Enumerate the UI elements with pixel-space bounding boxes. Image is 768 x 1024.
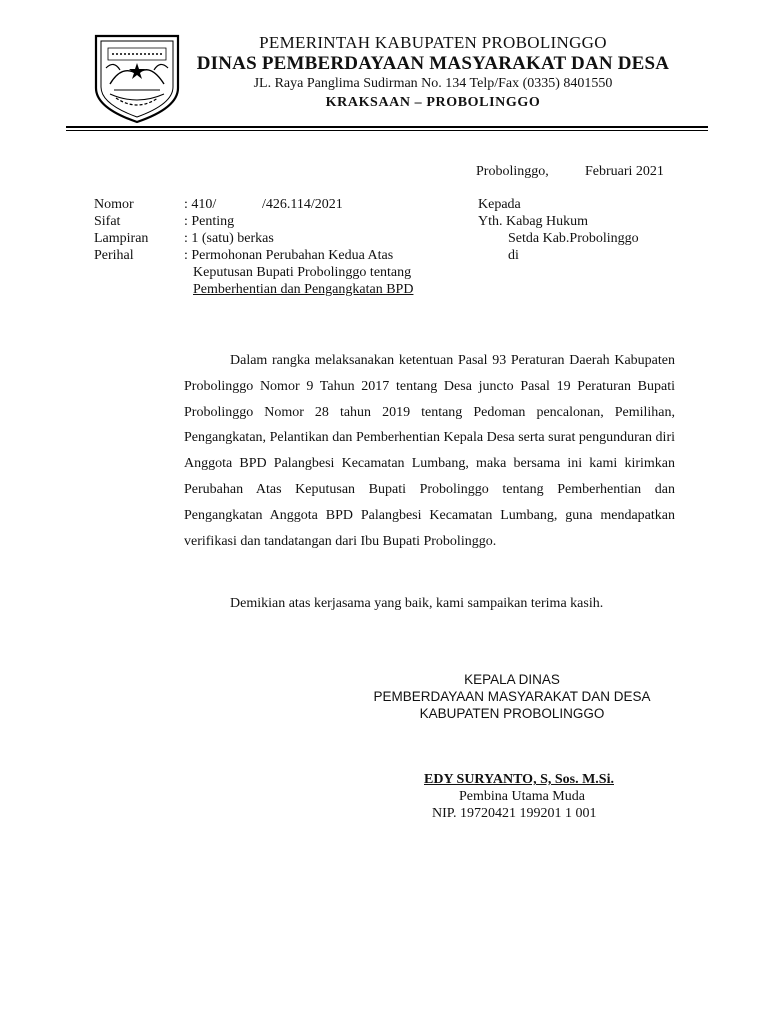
letterhead-office: DINAS PEMBERDAYAAN MASYARAKAT DAN DESA <box>196 53 670 74</box>
body-paragraph: Dalam rangka melaksanakan ketentuan Pasal 93 Peraturan Daerah Kabupaten Probolinggo Nomor 9 Tahun 2017 tentang Desa juncto Pasal 19 Peraturan Bupati Probolinggo Nomor 28 tahun 2019 tentang Pedoman pencalonan, Pemilihan, Pengangkatan, Pelantikan dan Pemberhentian Kepala Desa serta surat pengunduran diri Anggota BPD Palangbesi Kecamatan Lumbang, maka bersama ini kami kirimkan Perubahan Atas Keputusan Bupati Probolinggo tentang Pemberhentian dan Pengangkatan Anggota BPD Palangbesi Kecamatan Lumbang, guna mendapatkan verifikasi dan tandatangan dari Ibu Bupati Probolinggo. <box>184 353 675 549</box>
sifat-label: Sifat <box>94 214 121 229</box>
recipient-office: Setda Kab.Probolinggo <box>508 231 639 246</box>
recipient-kepada: Kepada <box>478 197 521 212</box>
letterhead-address: JL. Raya Panglima Sudirman No. 134 Telp/Fax (0335) 8401550 <box>253 76 613 91</box>
letterhead-rule-thin <box>66 130 708 131</box>
signature-title-1: KEPALA DINAS <box>464 672 560 687</box>
nomor-value-suffix: /426.114/2021 <box>262 197 343 212</box>
letterhead-government: PEMERINTAH KABUPATEN PROBOLINGGO <box>259 33 607 52</box>
perihal-line-1: : Permohonan Perubahan Kedua Atas <box>184 248 394 263</box>
nomor-label: Nomor <box>94 197 134 212</box>
perihal-line-3: Pemberhentian dan Pengangkatan BPD <box>193 282 414 297</box>
signature-title-2: PEMBERDAYAAN MASYARAKAT DAN DESA <box>373 689 651 704</box>
lampiran-value: : 1 (satu) berkas <box>184 231 274 246</box>
signatory-name: EDY SURYANTO, S, Sos. M.Si. <box>424 772 614 787</box>
recipient-yth: Yth. Kabag Hukum <box>478 214 589 229</box>
signature-title-3: KABUPATEN PROBOLINGGO <box>419 706 605 721</box>
letterhead-rule-thick <box>66 126 708 128</box>
recipient-di: di <box>508 248 519 263</box>
letter-date: Februari 2021 <box>585 164 664 179</box>
sifat-value: : Penting <box>184 214 235 229</box>
nomor-value: : 410/ <box>184 197 217 212</box>
closing-sentence: Demikian atas kerjasama yang baik, kami sampaikan terima kasih. <box>230 596 604 611</box>
signatory-rank: Pembina Utama Muda <box>459 789 585 804</box>
letter-place: Probolinggo, <box>476 164 549 179</box>
perihal-label: Perihal <box>94 248 134 263</box>
perihal-line-2: Keputusan Bupati Probolinggo tentang <box>193 265 412 280</box>
signatory-nip: NIP. 19720421 199201 1 001 <box>432 806 597 821</box>
lampiran-label: Lampiran <box>94 231 149 246</box>
letterhead-city: KRAKSAAN – PROBOLINGGO <box>325 95 541 110</box>
